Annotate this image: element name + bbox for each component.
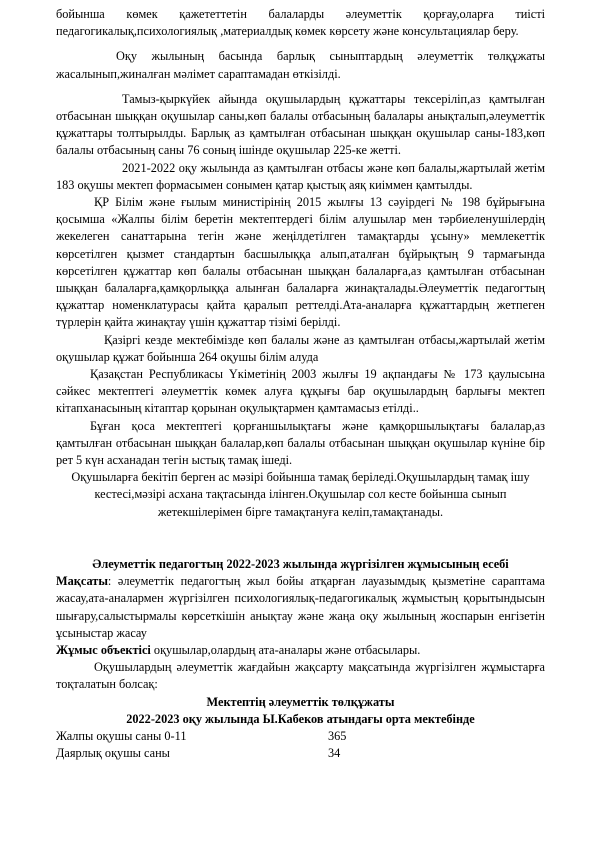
object-label: Жұмыс объектісі [56, 642, 151, 657]
paragraph-centered: Оқушыларға бекітіп берген ас мәзірі бойынша тамақ беріледі.Оқушылардың тамақ ішу кестесі,мәзірі асхана тақтасында ілінген.Оқушылар сол кесте бойынша сынып жетекшілерімен бірге тамақтануға келіп,тамақтанады. [71, 470, 530, 519]
row-value: 34 [328, 746, 341, 761]
row-value: 365 [328, 728, 347, 743]
report-object [56, 642, 545, 659]
report-intro: Оқушылардың әлеуметтік жағдайын жақсарту мақсатында жүргізілген жұмыстарға тоқталатын болсақ: [56, 660, 545, 692]
passport-subtitle: 2022-2023 оқу жылында Ы.Кабеков атындағы орта мектебінде [126, 711, 475, 726]
row-label: Жалпы оқушы саны 0-11 [56, 728, 187, 743]
paragraph: бойынша көмек қажететтетін балаларды әлеуметтік қорғау,оларға тиісті педагогикалық,психологиялық ,материалдық көмек көрсету және консультациялар беру. [56, 7, 545, 39]
paragraph: 2021-2022 оқу жылында аз қамтылған отбасы және көп балалы,жартылай жетім 183 оқушы мектеп формасымен сонымен қатар қыстық аяқ киіммен қамтылды. [56, 160, 545, 192]
aim-label: Мақсаты [56, 574, 108, 589]
report-aim [56, 573, 545, 642]
report-heading: Әлеуметтік педагогтың 2022-2023 жылында жүргізілген жұмысының есебі [92, 556, 509, 571]
paragraph: Бұған қоса мектептегі қорғаншылықтағы және қамқоршылықтағы балалар,аз қамтылған отбасынан шыққан балалар,көп балалы отбасынан шыққан оқушылар күніне бір рет 5 күн асханадан тегін ыстық тамақ ішеді. [56, 418, 545, 468]
passport-title: Мектептің әлеуметтік төлқұжаты [206, 694, 395, 709]
paragraph: Қазақстан Республикасы Үкіметінің 2003 жылғы 19 ақпандағы № 173 қаулысына сәйкес мектептегі әлеуметтік көмек алуға құқығы бар оқушылардың барлығы мектеп кітапханасының кітаптар қорынан оқулықтармен қамтамасыз етілді.. [56, 367, 545, 416]
paragraph: Оқу жылының басында барлық сыныптардың әлеуметтік төлқұжаты жасалынып,жиналған мәлімет сараптамадан өткізілді. [56, 49, 545, 81]
spacer [56, 521, 545, 556]
passport-row [56, 745, 545, 762]
passport-row [56, 728, 545, 745]
document-page [56, 6, 545, 762]
paragraph: Тамыз-қыркүйек айында оқушылардың құжаттары тексеріліп,аз қамтылған отбасынан шыққан оқушылар саны,көп балалы отбасының балалары анықталып,әлеуметтік құжаттары толтырылды. Барлық аз қамтылған отбасынан шыққан оқушылар саны-183,көп балалы отбасының саны 76 соның ішінде оқушылар 225-ке жетті. [56, 91, 545, 158]
object-text: оқушылар,олардың ата-аналары және отбасылары. [150, 642, 421, 657]
paragraph: ҚР Білім және ғылым министірінің 2015 жылғы 13 сәуірдегі № 198 бұйрығына қосымша «Жалпы білім беретін мектептердегі білім алушылар мен тәрбиеленушілердің жекелеген санаттарына тегін және жеңілдетілген тамақтарды ұсыну» мемлекеттік көрсетілген қызмет стандартын басшылыққа алып,аталған бұйрықтың 9 тармағында көрсетілген құжаттар көп балалы отбасынан шыққан балаларға,аз қамтылған отбасынан шыққан балаларға,қамқорлыққа алынған балаларға жинақталады.Әлеуметтік педагогтың құжаттар номенклатурасы қайта қаралып реттелді.Ата-аналарға құжаттардың жетпеген түрлерін қайта жинақтау үшін құжаттар тізімі берілді. [56, 195, 545, 330]
row-label: Даярлық оқушы саны [56, 746, 170, 761]
aim-text: : әлеуметтік педагогтың жыл бойы атқарған лауазымдық қызметіне сараптама жасау,ата-аналармен жүргізілген психологиялық-педагогикалық жұмыстың қорытындысын шығару,салыстырмалы көрсеткішін анықтау және жаңа оқу жылының жоспарын енгізетін ұсыныстар жасау [56, 574, 545, 640]
paragraph: Қазіргі кезде мектебімізде көп балалы және аз қамтылған отбасы,жартылай жетім оқушылар құжат бойынша 264 оқушы білім алуда [56, 332, 545, 364]
